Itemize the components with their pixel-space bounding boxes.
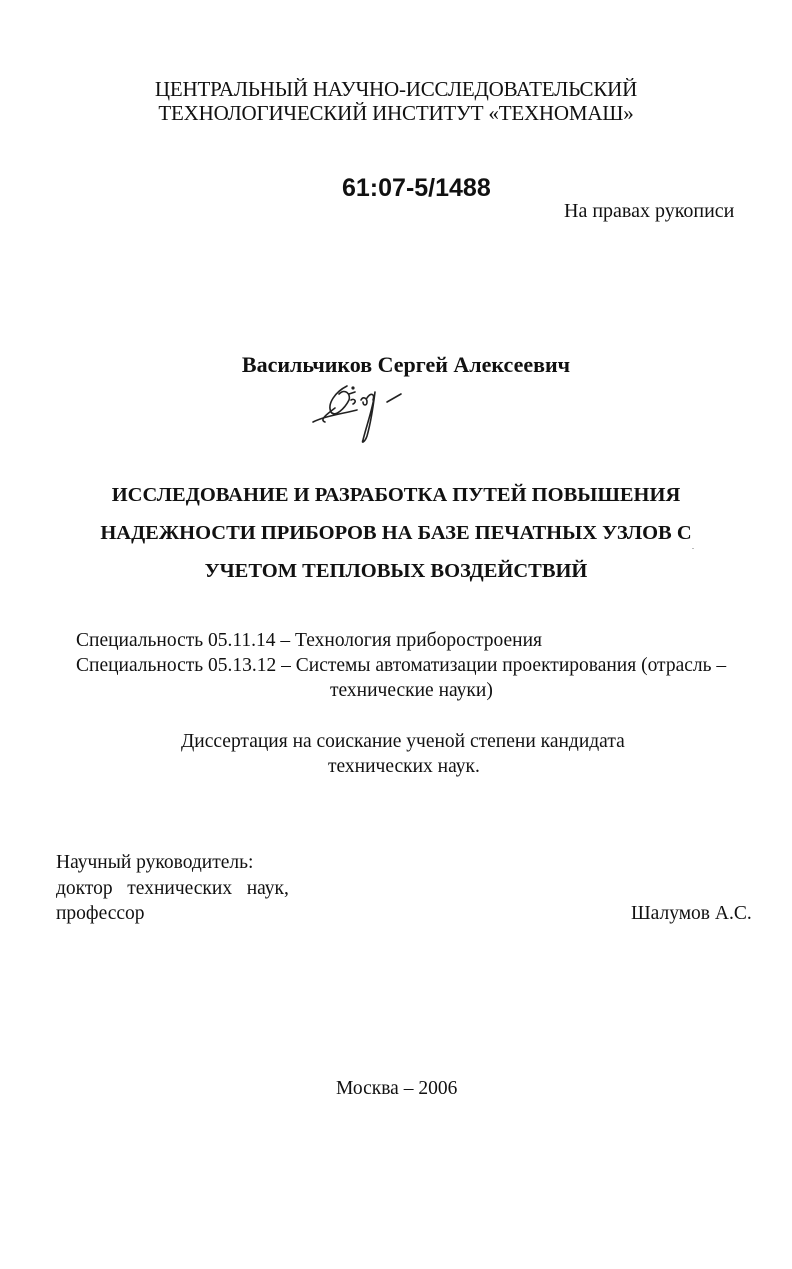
supervisor-rank: профессор [56,903,145,924]
specialty-2: Специальность 05.13.12 – Системы автоматизации проектирования (отрасль – [76,655,727,676]
specialty-1: Специальность 05.11.14 – Технология приборостроения [76,630,542,651]
supervisor-label: Научный руководитель: [56,852,254,873]
manuscript-rights-note: На правах рукописи [564,200,735,222]
dissertation-title-line2: НАДЕЖНОСТИ ПРИБОРОВ НА БАЗЕ ПЕЧАТНЫХ УЗЛОВ С [100,522,692,544]
signature-icon [305,378,425,446]
catalog-code: 61:07-5/1488 [342,174,491,202]
degree-line2: технических наук. [328,756,480,777]
scan-speck [692,548,694,549]
supervisor-name: Шалумов А.С. [631,903,752,924]
supervisor-degree: доктор технических наук, [56,878,289,899]
place-and-year: Москва – 2006 [336,1078,458,1099]
institute-name-line1: ЦЕНТРАЛЬНЫЙ НАУЧНО-ИССЛЕДОВАТЕЛЬСКИЙ [154,77,638,101]
dissertation-title-line1: ИССЛЕДОВАНИЕ И РАЗРАБОТКА ПУТЕЙ ПОВЫШЕНИЯ [111,484,681,506]
institute-name-line2: ТЕХНОЛОГИЧЕСКИЙ ИНСТИТУТ «ТЕХНОМАШ» [158,101,634,125]
degree-line1: Диссертация на соискание ученой степени кандидата [181,731,625,752]
specialty-2-continuation: технические науки) [330,680,493,701]
dissertation-title-line3: УЧЕТОМ ТЕПЛОВЫХ ВОЗДЕЙСТВИЙ [204,560,588,582]
author-name: Васильчиков Сергей Алексеевич [241,352,571,377]
